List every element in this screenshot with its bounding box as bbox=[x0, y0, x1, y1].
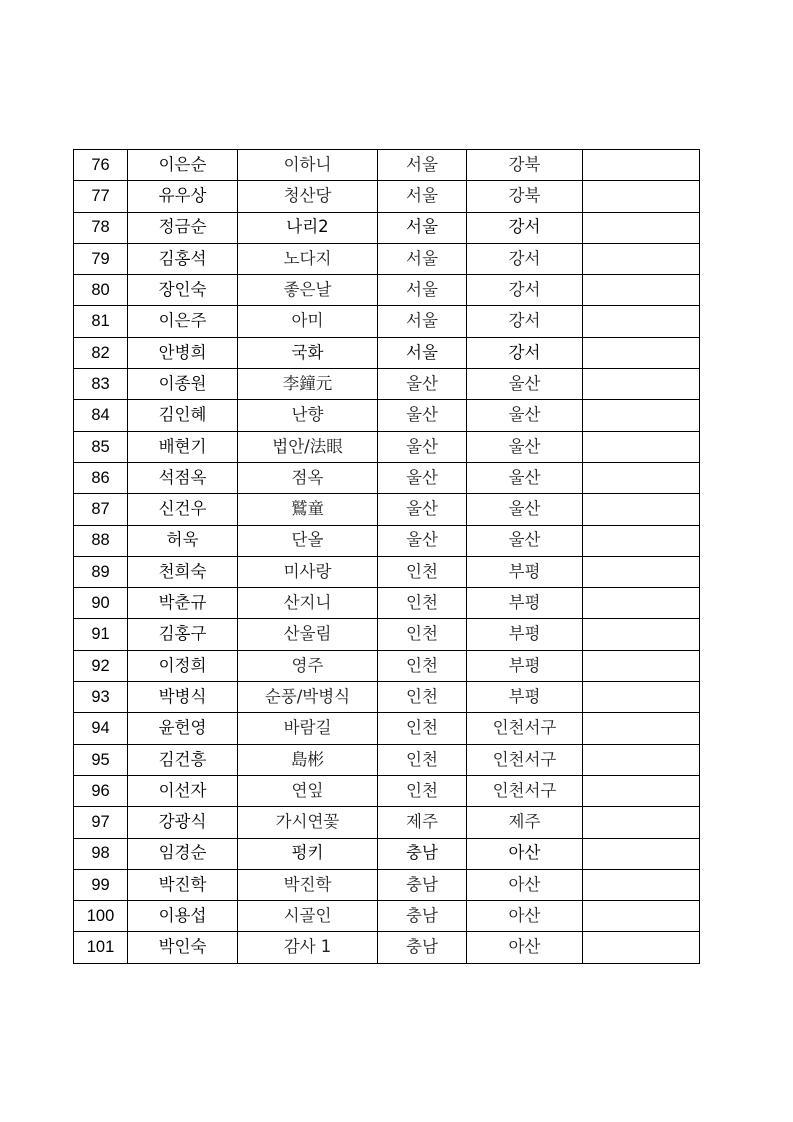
pen-name-cell: 島彬 bbox=[238, 744, 378, 775]
row-number-cell: 96 bbox=[74, 775, 128, 806]
row-number-cell: 101 bbox=[74, 932, 128, 963]
district-cell: 부평 bbox=[467, 650, 583, 681]
region-cell: 울산 bbox=[378, 369, 467, 400]
member-table-body bbox=[74, 150, 700, 964]
region-cell: 충남 bbox=[378, 838, 467, 869]
member-name-cell: 윤헌영 bbox=[128, 713, 238, 744]
row-number-cell: 92 bbox=[74, 650, 128, 681]
district-cell: 인천서구 bbox=[467, 775, 583, 806]
region-cell: 인천 bbox=[378, 682, 467, 713]
member-name-cell: 이은순 bbox=[128, 150, 238, 181]
district-cell: 부평 bbox=[467, 588, 583, 619]
pen-name-cell: 바람길 bbox=[238, 713, 378, 744]
pen-name-cell: 아미 bbox=[238, 306, 378, 337]
row-number-cell: 84 bbox=[74, 400, 128, 431]
district-cell: 강서 bbox=[467, 306, 583, 337]
district-cell: 울산 bbox=[467, 494, 583, 525]
empty-cell bbox=[583, 838, 700, 869]
empty-cell bbox=[583, 713, 700, 744]
empty-cell bbox=[583, 744, 700, 775]
empty-cell bbox=[583, 337, 700, 368]
row-number-cell: 93 bbox=[74, 682, 128, 713]
row-number-cell: 94 bbox=[74, 713, 128, 744]
pen-name-cell: 나리2 bbox=[238, 212, 378, 243]
region-cell: 서울 bbox=[378, 306, 467, 337]
row-number-cell: 87 bbox=[74, 494, 128, 525]
pen-name-cell: 박진학 bbox=[238, 869, 378, 900]
table-row bbox=[74, 306, 700, 337]
district-cell: 강서 bbox=[467, 243, 583, 274]
row-number-cell: 97 bbox=[74, 807, 128, 838]
pen-name-cell: 단올 bbox=[238, 525, 378, 556]
pen-name-cell: 노다지 bbox=[238, 243, 378, 274]
region-cell: 서울 bbox=[378, 337, 467, 368]
pen-name-cell: 청산당 bbox=[238, 181, 378, 212]
table-row bbox=[74, 588, 700, 619]
empty-cell bbox=[583, 807, 700, 838]
table-row bbox=[74, 494, 700, 525]
row-number-cell: 89 bbox=[74, 556, 128, 587]
row-number-cell: 78 bbox=[74, 212, 128, 243]
member-name-cell: 이은주 bbox=[128, 306, 238, 337]
pen-name-cell: 좋은날 bbox=[238, 275, 378, 306]
region-cell: 서울 bbox=[378, 212, 467, 243]
pen-name-cell: 법안/法眼 bbox=[238, 431, 378, 462]
district-cell: 강북 bbox=[467, 150, 583, 181]
member-name-cell: 박인숙 bbox=[128, 932, 238, 963]
empty-cell bbox=[583, 306, 700, 337]
empty-cell bbox=[583, 150, 700, 181]
row-number-cell: 86 bbox=[74, 462, 128, 493]
district-cell: 울산 bbox=[467, 525, 583, 556]
empty-cell bbox=[583, 369, 700, 400]
empty-cell bbox=[583, 619, 700, 650]
table-row bbox=[74, 932, 700, 963]
member-name-cell: 김홍석 bbox=[128, 243, 238, 274]
district-cell: 부평 bbox=[467, 556, 583, 587]
table-row bbox=[74, 619, 700, 650]
region-cell: 인천 bbox=[378, 713, 467, 744]
member-name-cell: 이선자 bbox=[128, 775, 238, 806]
table-row bbox=[74, 556, 700, 587]
table-row bbox=[74, 650, 700, 681]
table-row bbox=[74, 682, 700, 713]
district-cell: 울산 bbox=[467, 400, 583, 431]
pen-name-cell: 순풍/박병식 bbox=[238, 682, 378, 713]
row-number-cell: 91 bbox=[74, 619, 128, 650]
region-cell: 울산 bbox=[378, 494, 467, 525]
table-row bbox=[74, 775, 700, 806]
member-name-cell: 석점옥 bbox=[128, 462, 238, 493]
member-name-cell: 박춘규 bbox=[128, 588, 238, 619]
pen-name-cell: 난향 bbox=[238, 400, 378, 431]
pen-name-cell: 李鐘元 bbox=[238, 369, 378, 400]
region-cell: 제주 bbox=[378, 807, 467, 838]
pen-name-cell: 국화 bbox=[238, 337, 378, 368]
row-number-cell: 85 bbox=[74, 431, 128, 462]
row-number-cell: 77 bbox=[74, 181, 128, 212]
district-cell: 강북 bbox=[467, 181, 583, 212]
pen-name-cell: 펑키 bbox=[238, 838, 378, 869]
pen-name-cell: 鷲童 bbox=[238, 494, 378, 525]
row-number-cell: 83 bbox=[74, 369, 128, 400]
member-name-cell: 강광식 bbox=[128, 807, 238, 838]
empty-cell bbox=[583, 525, 700, 556]
empty-cell bbox=[583, 212, 700, 243]
member-name-cell: 이종원 bbox=[128, 369, 238, 400]
row-number-cell: 90 bbox=[74, 588, 128, 619]
member-name-cell: 정금순 bbox=[128, 212, 238, 243]
table-row bbox=[74, 807, 700, 838]
district-cell: 울산 bbox=[467, 431, 583, 462]
empty-cell bbox=[583, 275, 700, 306]
empty-cell bbox=[583, 431, 700, 462]
district-cell: 부평 bbox=[467, 682, 583, 713]
region-cell: 서울 bbox=[378, 181, 467, 212]
pen-name-cell: 영주 bbox=[238, 650, 378, 681]
row-number-cell: 100 bbox=[74, 901, 128, 932]
empty-cell bbox=[583, 462, 700, 493]
region-cell: 인천 bbox=[378, 775, 467, 806]
table-row bbox=[74, 400, 700, 431]
member-name-cell: 이정희 bbox=[128, 650, 238, 681]
empty-cell bbox=[583, 243, 700, 274]
pen-name-cell: 산지니 bbox=[238, 588, 378, 619]
member-name-cell: 장인숙 bbox=[128, 275, 238, 306]
table-row bbox=[74, 150, 700, 181]
district-cell: 울산 bbox=[467, 462, 583, 493]
row-number-cell: 98 bbox=[74, 838, 128, 869]
district-cell: 제주 bbox=[467, 807, 583, 838]
empty-cell bbox=[583, 181, 700, 212]
pen-name-cell: 연잎 bbox=[238, 775, 378, 806]
row-number-cell: 76 bbox=[74, 150, 128, 181]
empty-cell bbox=[583, 494, 700, 525]
district-cell: 울산 bbox=[467, 369, 583, 400]
member-name-cell: 김홍구 bbox=[128, 619, 238, 650]
row-number-cell: 80 bbox=[74, 275, 128, 306]
pen-name-cell: 점옥 bbox=[238, 462, 378, 493]
table-row bbox=[74, 431, 700, 462]
pen-name-cell: 산울림 bbox=[238, 619, 378, 650]
region-cell: 서울 bbox=[378, 243, 467, 274]
member-name-cell: 박병식 bbox=[128, 682, 238, 713]
table-row bbox=[74, 901, 700, 932]
row-number-cell: 79 bbox=[74, 243, 128, 274]
member-name-cell: 임경순 bbox=[128, 838, 238, 869]
district-cell: 강서 bbox=[467, 337, 583, 368]
pen-name-cell: 가시연꽃 bbox=[238, 807, 378, 838]
pen-name-cell: 이하니 bbox=[238, 150, 378, 181]
region-cell: 인천 bbox=[378, 588, 467, 619]
table-row bbox=[74, 212, 700, 243]
table-row bbox=[74, 275, 700, 306]
district-cell: 인천서구 bbox=[467, 744, 583, 775]
row-number-cell: 95 bbox=[74, 744, 128, 775]
region-cell: 울산 bbox=[378, 431, 467, 462]
table-row bbox=[74, 869, 700, 900]
row-number-cell: 99 bbox=[74, 869, 128, 900]
member-name-cell: 안병희 bbox=[128, 337, 238, 368]
table-row bbox=[74, 337, 700, 368]
table-row bbox=[74, 525, 700, 556]
region-cell: 충남 bbox=[378, 869, 467, 900]
empty-cell bbox=[583, 556, 700, 587]
district-cell: 인천서구 bbox=[467, 713, 583, 744]
table-row bbox=[74, 181, 700, 212]
table-row bbox=[74, 713, 700, 744]
district-cell: 아산 bbox=[467, 838, 583, 869]
member-name-cell: 배현기 bbox=[128, 431, 238, 462]
row-number-cell: 81 bbox=[74, 306, 128, 337]
district-cell: 아산 bbox=[467, 932, 583, 963]
member-table bbox=[73, 149, 700, 964]
region-cell: 서울 bbox=[378, 275, 467, 306]
district-cell: 아산 bbox=[467, 869, 583, 900]
member-name-cell: 이용섭 bbox=[128, 901, 238, 932]
region-cell: 서울 bbox=[378, 150, 467, 181]
table-row bbox=[74, 462, 700, 493]
district-cell: 부평 bbox=[467, 619, 583, 650]
empty-cell bbox=[583, 775, 700, 806]
pen-name-cell: 미사랑 bbox=[238, 556, 378, 587]
pen-name-cell: 감사 1 bbox=[238, 932, 378, 963]
district-cell: 강서 bbox=[467, 212, 583, 243]
region-cell: 충남 bbox=[378, 901, 467, 932]
region-cell: 울산 bbox=[378, 400, 467, 431]
table-row bbox=[74, 369, 700, 400]
region-cell: 인천 bbox=[378, 744, 467, 775]
table-row bbox=[74, 838, 700, 869]
region-cell: 울산 bbox=[378, 462, 467, 493]
pen-name-cell: 시골인 bbox=[238, 901, 378, 932]
row-number-cell: 82 bbox=[74, 337, 128, 368]
region-cell: 인천 bbox=[378, 556, 467, 587]
region-cell: 충남 bbox=[378, 932, 467, 963]
district-cell: 아산 bbox=[467, 901, 583, 932]
district-cell: 강서 bbox=[467, 275, 583, 306]
empty-cell bbox=[583, 932, 700, 963]
empty-cell bbox=[583, 869, 700, 900]
empty-cell bbox=[583, 682, 700, 713]
member-name-cell: 박진학 bbox=[128, 869, 238, 900]
region-cell: 울산 bbox=[378, 525, 467, 556]
empty-cell bbox=[583, 650, 700, 681]
empty-cell bbox=[583, 588, 700, 619]
member-name-cell: 김인혜 bbox=[128, 400, 238, 431]
row-number-cell: 88 bbox=[74, 525, 128, 556]
member-name-cell: 허욱 bbox=[128, 525, 238, 556]
table-row bbox=[74, 744, 700, 775]
empty-cell bbox=[583, 400, 700, 431]
member-name-cell: 신건우 bbox=[128, 494, 238, 525]
member-name-cell: 김건흥 bbox=[128, 744, 238, 775]
empty-cell bbox=[583, 901, 700, 932]
region-cell: 인천 bbox=[378, 650, 467, 681]
region-cell: 인천 bbox=[378, 619, 467, 650]
member-name-cell: 유우상 bbox=[128, 181, 238, 212]
table-row bbox=[74, 243, 700, 274]
member-name-cell: 천희숙 bbox=[128, 556, 238, 587]
